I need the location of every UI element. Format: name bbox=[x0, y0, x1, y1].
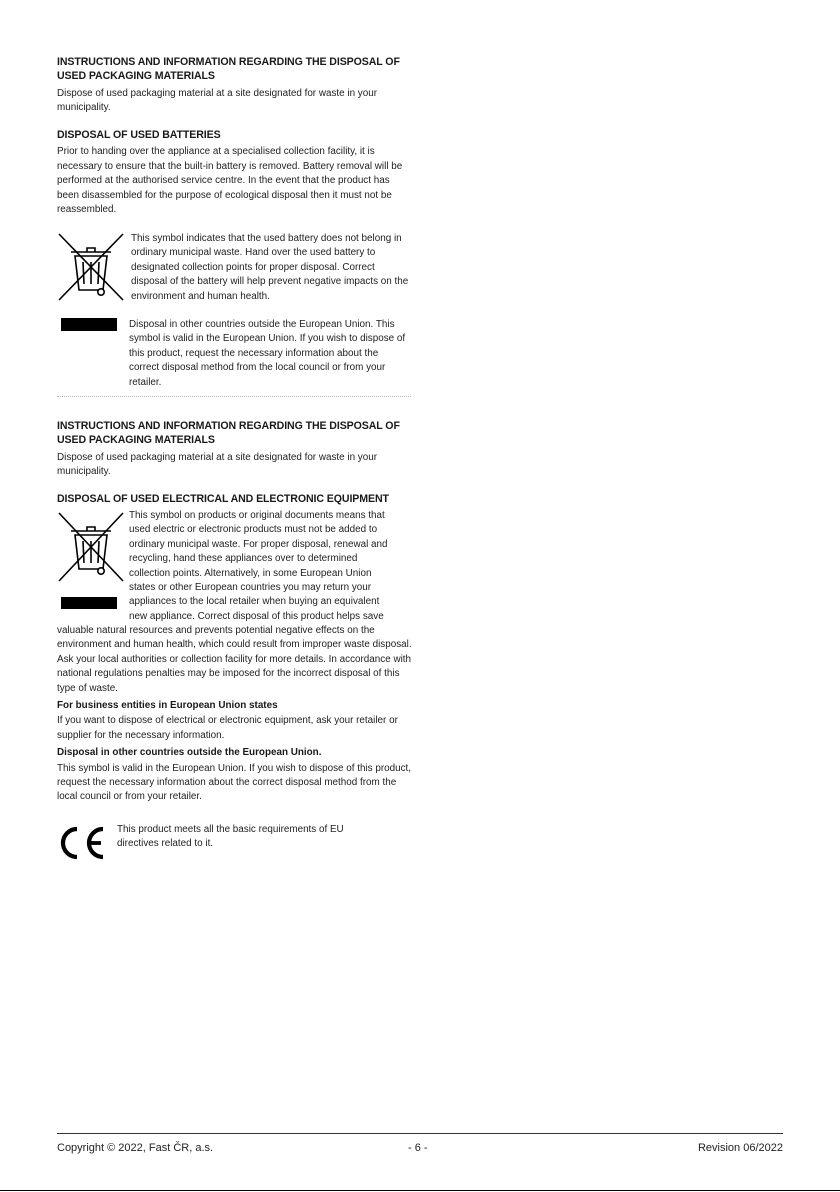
weee-bin-icon bbox=[57, 511, 125, 583]
crossed-out-wheelie-bin-icon bbox=[57, 232, 125, 302]
outside-eu-heading: Disposal in other countries outside the European Union. bbox=[57, 747, 322, 759]
outside-eu-text: This symbol is valid in the European Union. If you wish to dispose of this product, request the necessary information about the correct disposal method from the local council or from your retailer. bbox=[57, 762, 412, 803]
weee-line-3: ordinary municipal waste. For proper disposal, renewal and bbox=[129, 538, 388, 550]
business-heading: For business entities in European Union states bbox=[57, 700, 278, 712]
packaging-text-1: Dispose of used packaging material at a site designated for waste in your municipality. bbox=[57, 87, 378, 114]
footer-page-number: - 6 - bbox=[408, 1142, 428, 1154]
weee-line-2: used electric or electronic products must not be added to bbox=[129, 524, 378, 536]
batteries-section bbox=[57, 128, 411, 217]
packaging-text-2: Dispose of used packaging material at a site designated for waste in your municipality. bbox=[57, 451, 378, 478]
weee-line-8: new appliance. Correct disposal of this product helps save bbox=[129, 610, 384, 622]
footer-rule bbox=[57, 1133, 783, 1134]
weee-line-7: appliances to the local retailer when buying an equivalent bbox=[129, 596, 380, 608]
weee-line-1: This symbol on products or original documents means that bbox=[129, 510, 385, 521]
footer-copyright: Copyright © 2022, Fast ČR, a.s. bbox=[57, 1142, 214, 1154]
business-text: If you want to dispose of electrical or electronic equipment, ask your retailer or supplier for the necessary information. bbox=[57, 715, 398, 741]
packaging-section-1 bbox=[57, 55, 411, 116]
ce-text-block bbox=[117, 823, 379, 852]
weee-line-4: recycling, hand these appliances over to determined bbox=[129, 553, 358, 565]
page-bottom-edge bbox=[0, 1190, 840, 1191]
packaging-section-2 bbox=[57, 419, 411, 480]
dotted-separator bbox=[57, 396, 411, 398]
batteries-text: Prior to handing over the appliance at a specialised collection facility, it is necessary to ensure that the built-in battery is removed. Battery removal will be performed at the authorised service centre. In the event that the product has been disassembled for the purpose of ecological disposal then it must not be reassembled. bbox=[57, 146, 403, 216]
black-bar-marker bbox=[61, 318, 117, 331]
batteries-heading: DISPOSAL OF USED BATTERIES bbox=[57, 129, 221, 141]
packaging-heading-2: INSTRUCTIONS AND INFORMATION REGARDING THE DISPOSAL OF USED PACKAGING MATERIALS bbox=[57, 420, 400, 447]
packaging-heading-1: INSTRUCTIONS AND INFORMATION REGARDING THE DISPOSAL OF USED PACKAGING MATERIALS bbox=[57, 56, 400, 83]
weee-heading-block bbox=[57, 492, 411, 506]
battery-outside-eu-text: Disposal in other countries outside the European Union. This symbol is valid in the European Union. If you wish to dispose of this product, request the necessary information about the correct disposal method from the local council or from your retailer. bbox=[129, 319, 406, 388]
battery-outside-eu-block bbox=[129, 318, 411, 390]
ce-mark-icon bbox=[57, 826, 105, 860]
weee-line-5: collection points. Alternatively, in some European Union bbox=[129, 567, 372, 579]
weee-heading: DISPOSAL OF USED ELECTRICAL AND ELECTRONIC EQUIPMENT bbox=[57, 493, 389, 505]
weee-black-bar-marker bbox=[61, 597, 117, 609]
battery-symbol-text-block bbox=[131, 232, 413, 304]
battery-symbol-text: This symbol indicates that the used battery does not belong in ordinary municipal waste. Hand over the used battery to designated collection points for proper disposal. Correct disposal of the battery will help prevent negative impacts on the environment and human health. bbox=[131, 233, 409, 302]
footer-revision: Revision 06/2022 bbox=[697, 1142, 783, 1154]
weee-line-6: states or other European countries you may return your bbox=[129, 582, 372, 594]
ce-text: This product meets all the basic requirements of EU directives related to it. bbox=[117, 824, 344, 850]
weee-body bbox=[57, 624, 413, 805]
weee-indented-text bbox=[129, 509, 413, 624]
weee-rest-text: valuable natural resources and prevents potential negative effects on the environment and human health, which could result from improper waste disposal. Ask your local authorities or collection facility for more details. In accordance with national regulations penalties may be imposed for the incorrect disposal of this type of waste. bbox=[57, 625, 412, 694]
